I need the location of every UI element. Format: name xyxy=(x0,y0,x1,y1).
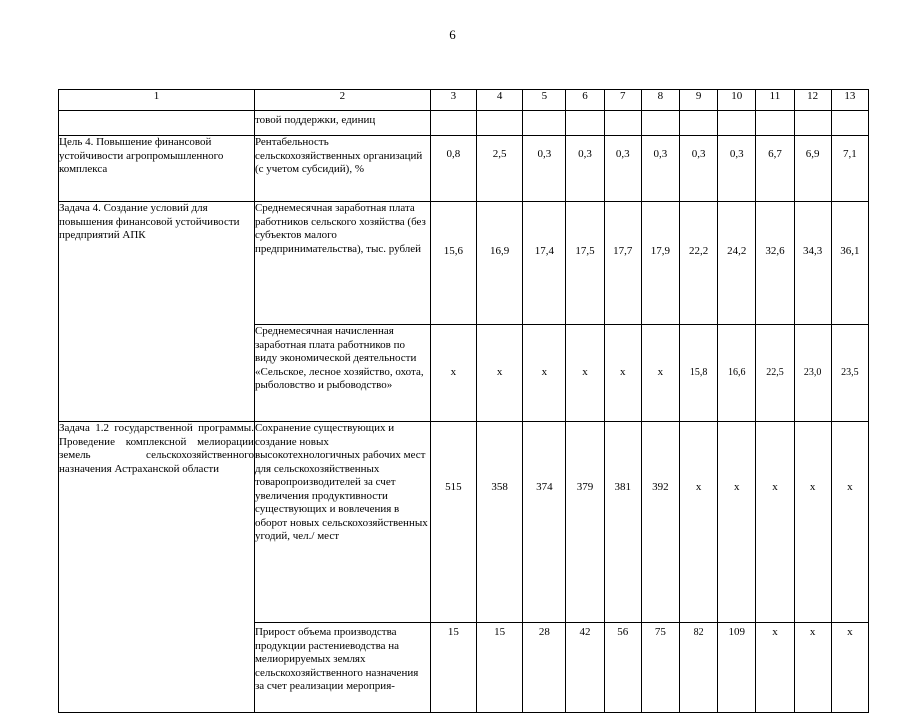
value-cell: 15 xyxy=(477,623,523,713)
goal-cell xyxy=(59,111,255,136)
value-cell: 379 xyxy=(566,422,604,623)
value-cell: 15,6 xyxy=(430,202,476,325)
value-cell: 7,1 xyxy=(831,136,868,202)
value-cell xyxy=(794,111,831,136)
value-cell: 381 xyxy=(604,422,641,623)
value-cell: 32,6 xyxy=(756,202,794,325)
indicator-cell: Сохранение существующих и создание новых высокотехнологичных рабочих мест для сельскохозяйственных товаропроизводителей за счет увеличения продуктивности существующих и вовлечения в оборот новых сельскохозяйственных угодий, чел./ мест xyxy=(254,422,430,623)
value-cell xyxy=(831,111,868,136)
value-cell: 22,2 xyxy=(680,202,718,325)
column-header: 8 xyxy=(641,90,679,111)
value-cell: х xyxy=(794,623,831,713)
value-cell: х xyxy=(756,623,794,713)
table-row xyxy=(59,422,869,623)
value-cell: 392 xyxy=(641,422,679,623)
goal-cell: Задача 4. Создание условий для повышения финансовой устойчивости предприятий АПК xyxy=(59,202,255,422)
value-cell: 36,1 xyxy=(831,202,868,325)
value-cell: 23,0 xyxy=(794,325,831,422)
goal-cell: Цель 4. Повышение финансовой устойчивости агропромышленного комплекса xyxy=(59,136,255,202)
value-cell: х xyxy=(831,422,868,623)
value-cell: 28 xyxy=(523,623,566,713)
column-header: 1 xyxy=(59,90,255,111)
value-cell: 16,6 xyxy=(718,325,756,422)
table-row xyxy=(59,136,869,202)
value-cell xyxy=(756,111,794,136)
value-cell: х xyxy=(794,422,831,623)
value-cell xyxy=(477,111,523,136)
value-cell: х xyxy=(831,623,868,713)
value-cell: 358 xyxy=(477,422,523,623)
value-cell: 17,4 xyxy=(523,202,566,325)
value-cell: 34,3 xyxy=(794,202,831,325)
column-header: 4 xyxy=(477,90,523,111)
value-cell xyxy=(641,111,679,136)
indicator-cell: Среднемесячная начисленная заработная плата работников по виду экономической деятельности «Сельское, лесное хозяйство, охота, рыболовство и рыбоводство» xyxy=(254,325,430,422)
value-cell: 42 xyxy=(566,623,604,713)
value-cell: 0,3 xyxy=(566,136,604,202)
value-cell: 24,2 xyxy=(718,202,756,325)
column-header: 7 xyxy=(604,90,641,111)
table-row xyxy=(59,202,869,325)
value-cell: х xyxy=(604,325,641,422)
value-cell xyxy=(604,111,641,136)
value-cell: 2,5 xyxy=(477,136,523,202)
value-cell: 17,5 xyxy=(566,202,604,325)
indicator-cell: Рентабельность сельскохозяйственных организаций (с учетом субсидий), % xyxy=(254,136,430,202)
value-cell: 6,7 xyxy=(756,136,794,202)
value-cell: х xyxy=(680,422,718,623)
value-cell: 0,3 xyxy=(718,136,756,202)
indicator-cell: Среднемесячная заработная плата работников сельского хозяйства (без субъектов малого предпринимательства), тыс. рублей xyxy=(254,202,430,325)
column-header: 12 xyxy=(794,90,831,111)
value-cell: х xyxy=(641,325,679,422)
value-cell: х xyxy=(718,422,756,623)
column-number-row xyxy=(59,90,869,111)
column-header: 2 xyxy=(254,90,430,111)
value-cell xyxy=(430,111,476,136)
value-cell: 0,3 xyxy=(641,136,679,202)
value-cell: 17,7 xyxy=(604,202,641,325)
value-cell: 15 xyxy=(430,623,476,713)
value-cell: 515 xyxy=(430,422,476,623)
indicators-table xyxy=(58,89,869,713)
value-cell: х xyxy=(523,325,566,422)
value-cell: 17,9 xyxy=(641,202,679,325)
value-cell: х xyxy=(756,422,794,623)
value-cell: 75 xyxy=(641,623,679,713)
indicator-cell: Прирост объема производства продукции растениеводства на мелиорируемых землях сельскохозяйственного назначения за счет реализации мероприя- xyxy=(254,623,430,713)
value-cell xyxy=(523,111,566,136)
value-cell: 16,9 xyxy=(477,202,523,325)
value-cell: 0,3 xyxy=(523,136,566,202)
column-header: 9 xyxy=(680,90,718,111)
value-cell: 0,3 xyxy=(680,136,718,202)
value-cell: 15,8 xyxy=(680,325,718,422)
value-cell: х xyxy=(430,325,476,422)
value-cell: 23,5 xyxy=(831,325,868,422)
column-header: 10 xyxy=(718,90,756,111)
value-cell: 0,3 xyxy=(604,136,641,202)
column-header: 6 xyxy=(566,90,604,111)
column-header: 11 xyxy=(756,90,794,111)
goal-cell: Задача 1.2 государственной программы. Проведение комплексной мелиорации земель сельскохозяйственного назначения Астраханской области xyxy=(59,422,255,713)
column-header: 3 xyxy=(430,90,476,111)
value-cell: х xyxy=(477,325,523,422)
value-cell: 6,9 xyxy=(794,136,831,202)
column-header: 13 xyxy=(831,90,868,111)
value-cell: 82 xyxy=(680,623,718,713)
value-cell: 374 xyxy=(523,422,566,623)
value-cell: х xyxy=(566,325,604,422)
value-cell xyxy=(566,111,604,136)
value-cell: 56 xyxy=(604,623,641,713)
table-row xyxy=(59,111,869,136)
value-cell: 0,8 xyxy=(430,136,476,202)
value-cell: 109 xyxy=(718,623,756,713)
value-cell xyxy=(718,111,756,136)
value-cell xyxy=(680,111,718,136)
value-cell: 22,5 xyxy=(756,325,794,422)
page-number: 6 xyxy=(449,27,456,42)
column-header: 5 xyxy=(523,90,566,111)
indicator-cell: товой поддержки, единиц xyxy=(254,111,430,136)
